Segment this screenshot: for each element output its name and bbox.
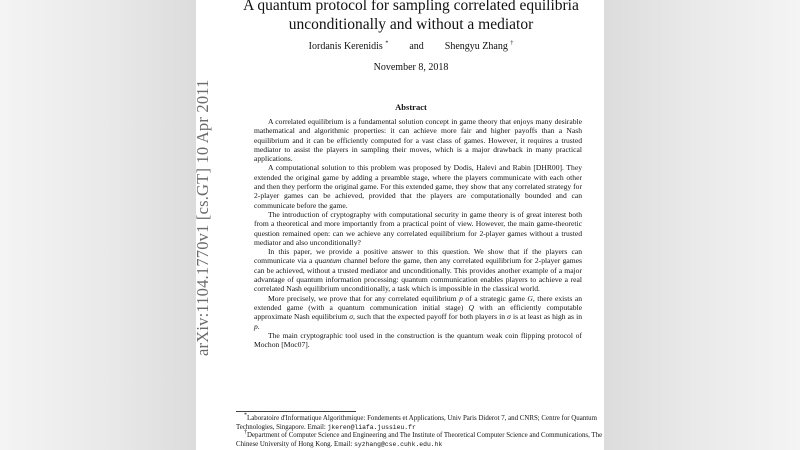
- footnote-1-email: jkeren@liafa.jussieu.fr: [327, 423, 416, 431]
- abstract-text: , there exists an extended game (with a quantum communication initial stage): [254, 293, 582, 312]
- math-symbol: p: [459, 293, 463, 303]
- paper-title: [236, 0, 586, 34]
- math-symbol: σ: [349, 312, 353, 322]
- abstract-paragraph: A correlated equilibrium is a fundamental solution concept in game theory that enjoys many desirable mathematical and algorithmic properties: it can achieve more fair and higher payoffs than a Nash equilibrium and it can be efficiently computed for a vast class of games. However, it requires a trusted mediator to assist the players in sampling their moves, which is a major drawback in many practical applications.: [254, 117, 582, 164]
- title-line-1: A quantum protocol for sampling correlated equilibria: [243, 0, 579, 14]
- paper-date: November 8, 2018: [373, 62, 449, 73]
- abstract-heading: Abstract: [395, 102, 427, 112]
- footnote-1-mark: *: [244, 412, 247, 419]
- abstract-text: of a strategic game: [462, 293, 528, 303]
- footnote-2-email: syzhang@cse.cuhk.edu.hk: [354, 440, 443, 448]
- abstract-paragraph: [254, 294, 582, 331]
- author-1-mark: *: [385, 40, 389, 47]
- abstract-text: is at least as high as in: [510, 312, 582, 322]
- abstract-paragraph: [254, 247, 582, 293]
- author-zhang: Shengyu Zhang: [444, 41, 508, 52]
- abstract-text: More precisely, we prove that for any correlated equilibrium: [268, 293, 460, 303]
- footnote-2-mark: †: [244, 429, 247, 436]
- title-line-2: unconditionally and without a mediator: [288, 16, 534, 33]
- abstract-paragraph: The introduction of cryptography with computational security in game theory is of great interest both from a theoretical and more importantly from a practical point of view. However, the main game-theoretic question remained open: can we achieve any correlated equilibrium for 2-player games without a trusted mediator and also unconditionally?: [254, 209, 582, 247]
- arxiv-stamp: arXiv:1104.1770v1 [cs.GT] 10 Apr 2011: [193, 79, 212, 356]
- author-2-mark: †: [510, 40, 514, 47]
- and-word: and: [409, 41, 424, 52]
- abstract-text: with an efficiently computable approximate Nash equilibrium: [254, 302, 582, 322]
- authors-line: [236, 40, 586, 53]
- abstract-paragraph: A computational solution to this problem was proposed by Dodis, Halevi and Rabin [DHR00]. They extended the original game by adding a preamble stage, where the players communicate with each other and then they perform the original game. For this extended game, they show that any correlated strategy for 2-player games can be achieved, provided that the players are computationally bounded and can communicate before the game.: [254, 163, 582, 210]
- math-symbol: Q: [468, 302, 475, 312]
- footnote-2-text: Department of Computer Science and Engineering and The Institute of Theoretical Computer Science and Communications, The Chinese University of Hong Kong. Email:: [236, 432, 603, 448]
- background-right: [604, 0, 800, 450]
- background-left: [0, 0, 196, 450]
- abstract-text: .: [257, 321, 260, 331]
- footnote-2: [236, 429, 606, 449]
- footnote-1: [236, 412, 606, 432]
- author-kerenidis: Iordanis Kerenidis: [308, 41, 383, 52]
- math-symbol: G: [527, 293, 533, 303]
- paper-page: [193, 0, 604, 450]
- footnotes: [236, 412, 606, 449]
- footnote-1-text: Laboratoire d'Informatique Algorithmique: Fondements et Applications, Univ Paris Diderot 7, and CNRS; Centre for Quantum Technologies, Singapore. Email:: [236, 415, 597, 431]
- abstract-emphasis: quantum: [314, 256, 342, 266]
- abstract-paragraph: The main cryptographic tool used in the construction is the quantum weak coin flipping protocol of Mochon [Moc07].: [254, 330, 582, 350]
- abstract-text: In this paper, we provide a positive answer to this question. We show that if the players can communicate via a: [254, 247, 582, 266]
- abstract-body: [254, 117, 582, 349]
- math-symbol: σ: [507, 312, 511, 322]
- math-symbol: p: [254, 321, 258, 331]
- abstract-text: , such that the expected payoff for both players in: [353, 312, 508, 322]
- abstract-text: channel before the game, then any correlated equilibrium for 2-player games can be achieved, without a trusted mediator and unconditionally. This provides another example of a major advantage of quantum information processing: quantum communication enables players to achieve a real correlated Nash equilibrium unconditionally, a task which is impossible in the classical world.: [254, 256, 582, 294]
- footnote-rule: [236, 411, 356, 412]
